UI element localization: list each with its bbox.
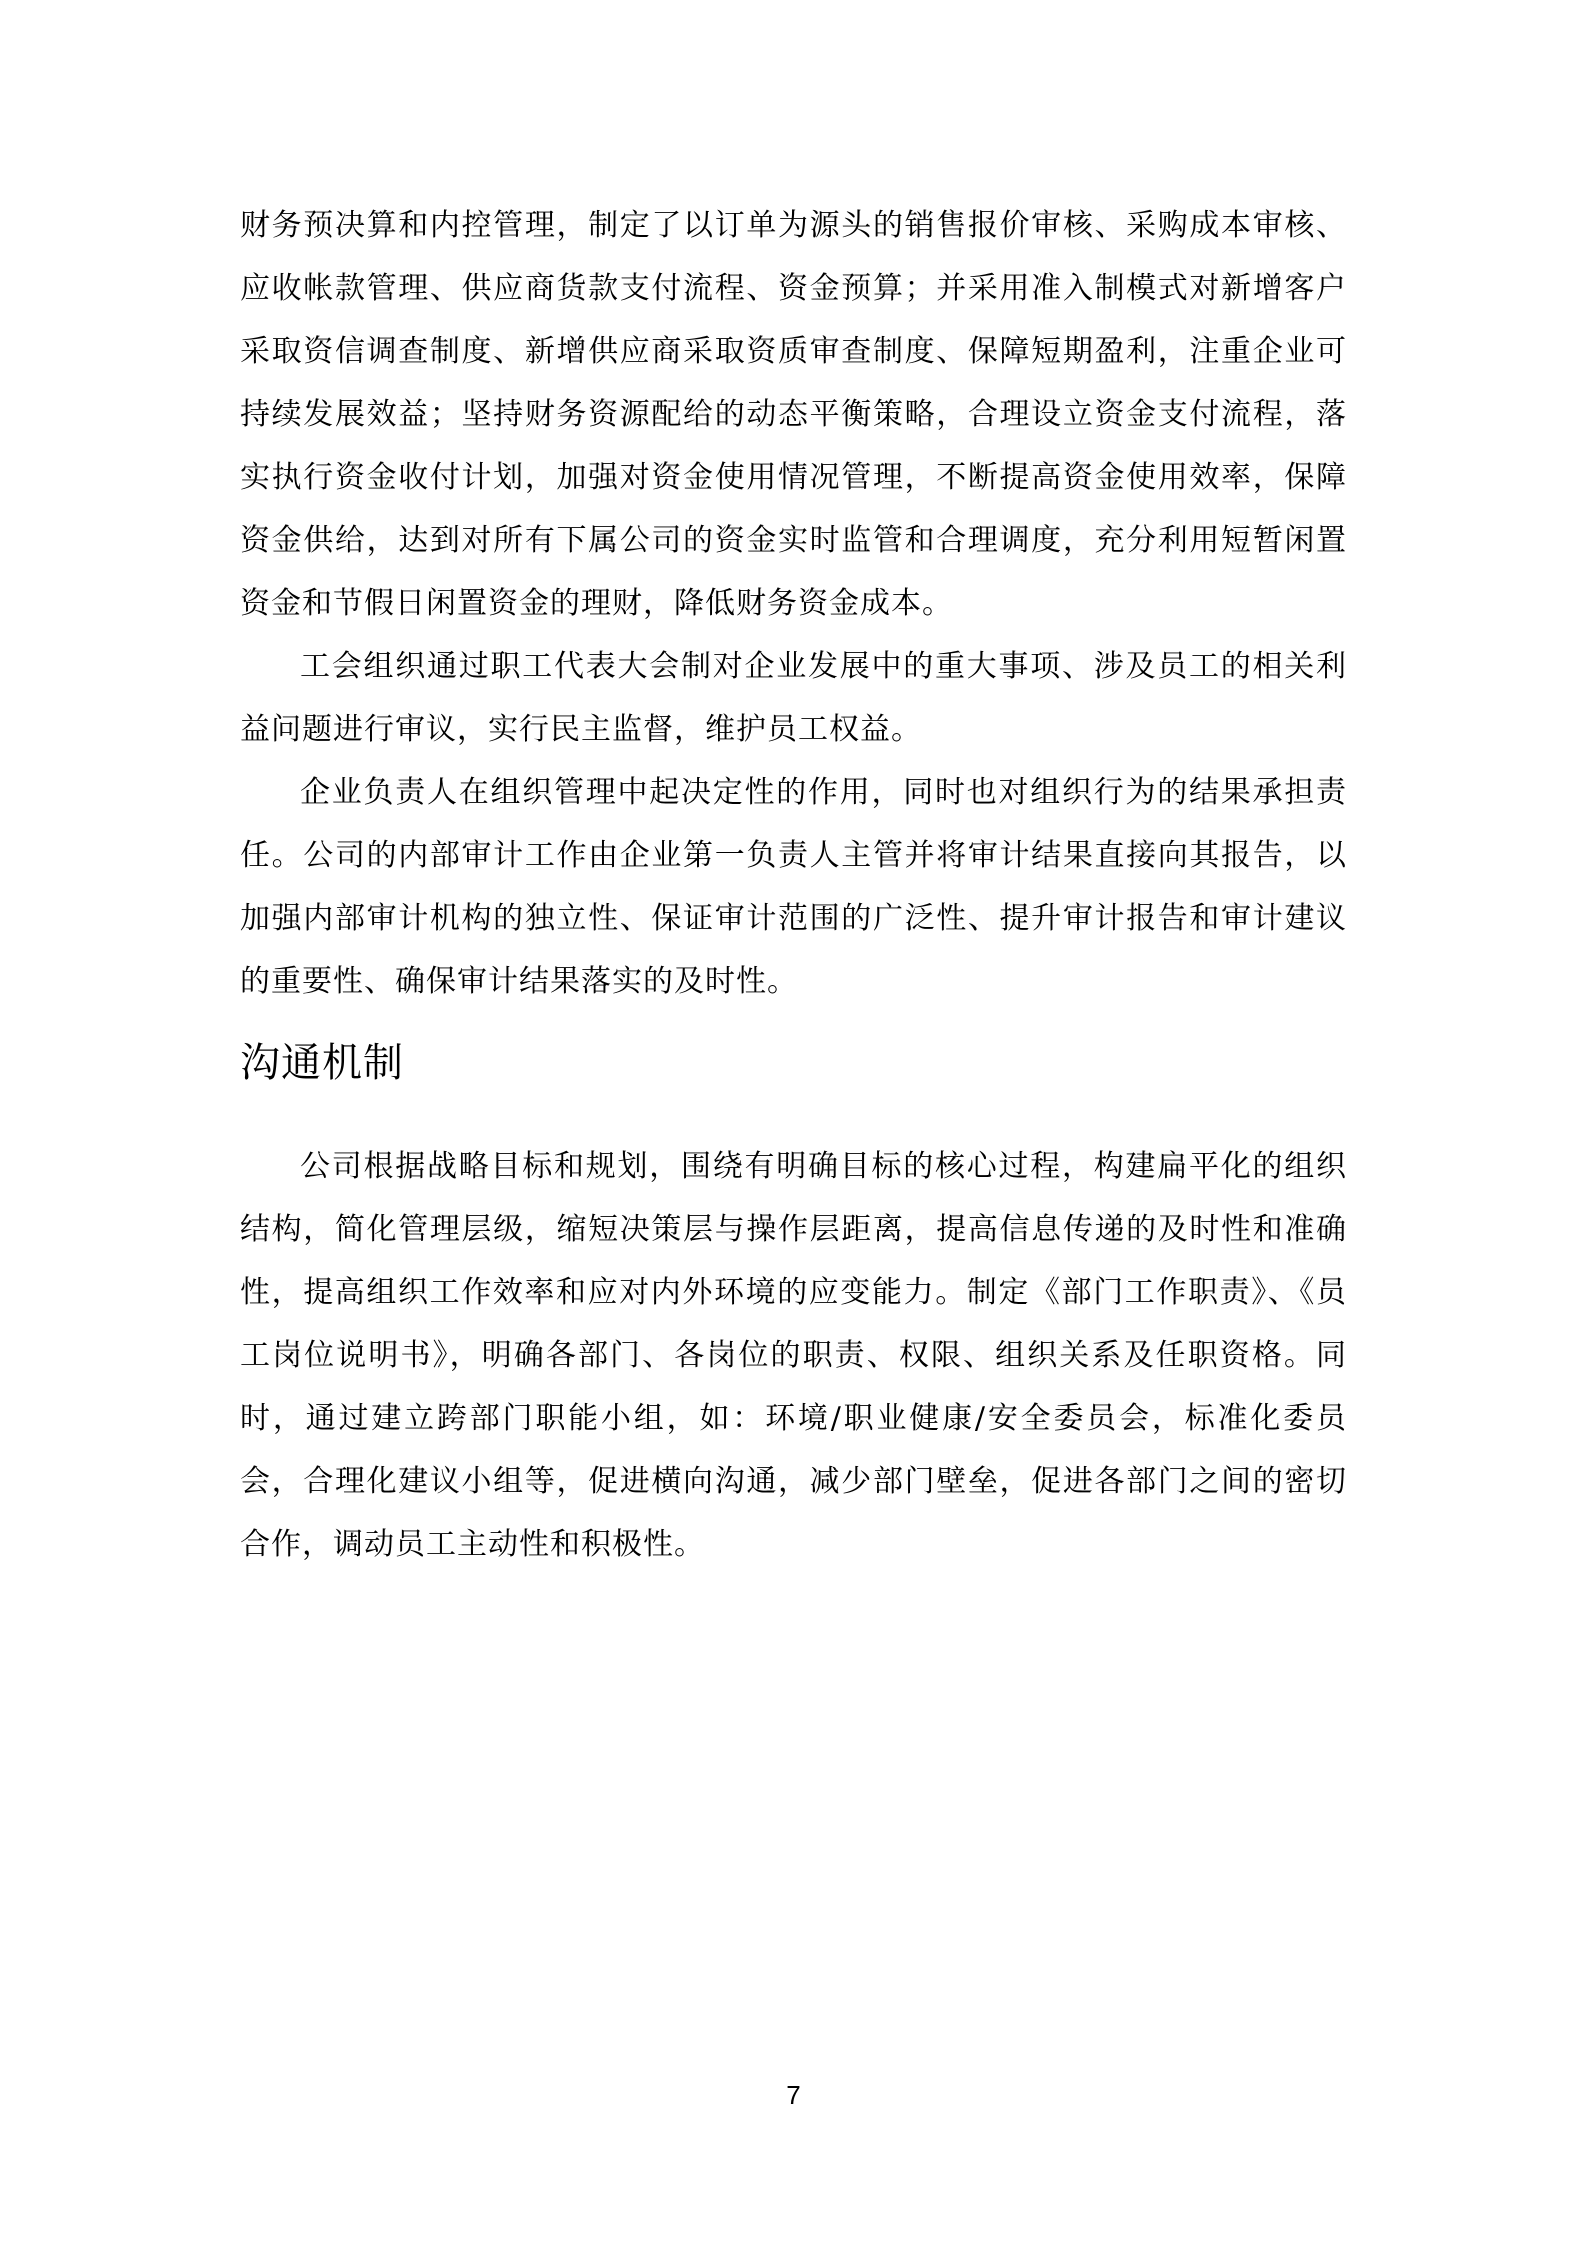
page-number: 7 <box>786 2080 801 2110</box>
body-paragraph: 公司根据战略目标和规划，围绕有明确目标的核心过程，构建扁平化的组织结构，简化管理层级，缩短决策层与操作层距离，提高信息传递的及时性和准确性，提高组织工作效率和应对内外环境的应变能力。制定《部门工作职责》、《员工岗位说明书》，明确各部门、各岗位的职责、权限、组织关系及任职资格。同时，通过建立跨部门职能小组，如：环境/职业健康/安全委员会，标准化委员会，合理化建议小组等，促进横向沟通，减少部门壁垒，促进各部门之间的密切合作，调动员工主动性和积极性。 <box>240 1149 1347 1562</box>
body-paragraph: 工会组织通过职工代表大会制对企业发展中的重大事项、涉及员工的相关利益问题进行审议，实行民主监督，维护员工权益。 <box>240 649 1347 747</box>
body-paragraph: 企业负责人在组织管理中起决定性的作用，同时也对组织行为的结果承担责任。公司的内部审计工作由企业第一负责人主管并将审计结果直接向其报告，以加强内部审计机构的独立性、保证审计范围的广泛性、提升审计报告和审计建议的重要性、确保审计结果落实的及时性。 <box>240 775 1347 999</box>
section-heading: 沟通机制 <box>240 1040 404 1086</box>
page-content <box>240 194 1347 1576</box>
body-paragraph: 财务预决算和内控管理，制定了以订单为源头的销售报价审核、采购成本审核、应收帐款管理、供应商货款支付流程、资金预算；并采用准入制模式对新增客户采取资信调查制度、新增供应商采取资质审查制度、保障短期盈利，注重企业可持续发展效益；坚持财务资源配给的动态平衡策略，合理设立资金支付流程，落实执行资金收付计划，加强对资金使用情况管理，不断提高资金使用效率，保障资金供给，达到对所有下属公司的资金实时监管和合理调度，充分利用短暂闲置资金和节假日闲置资金的理财，降低财务资金成本。 <box>240 208 1347 621</box>
